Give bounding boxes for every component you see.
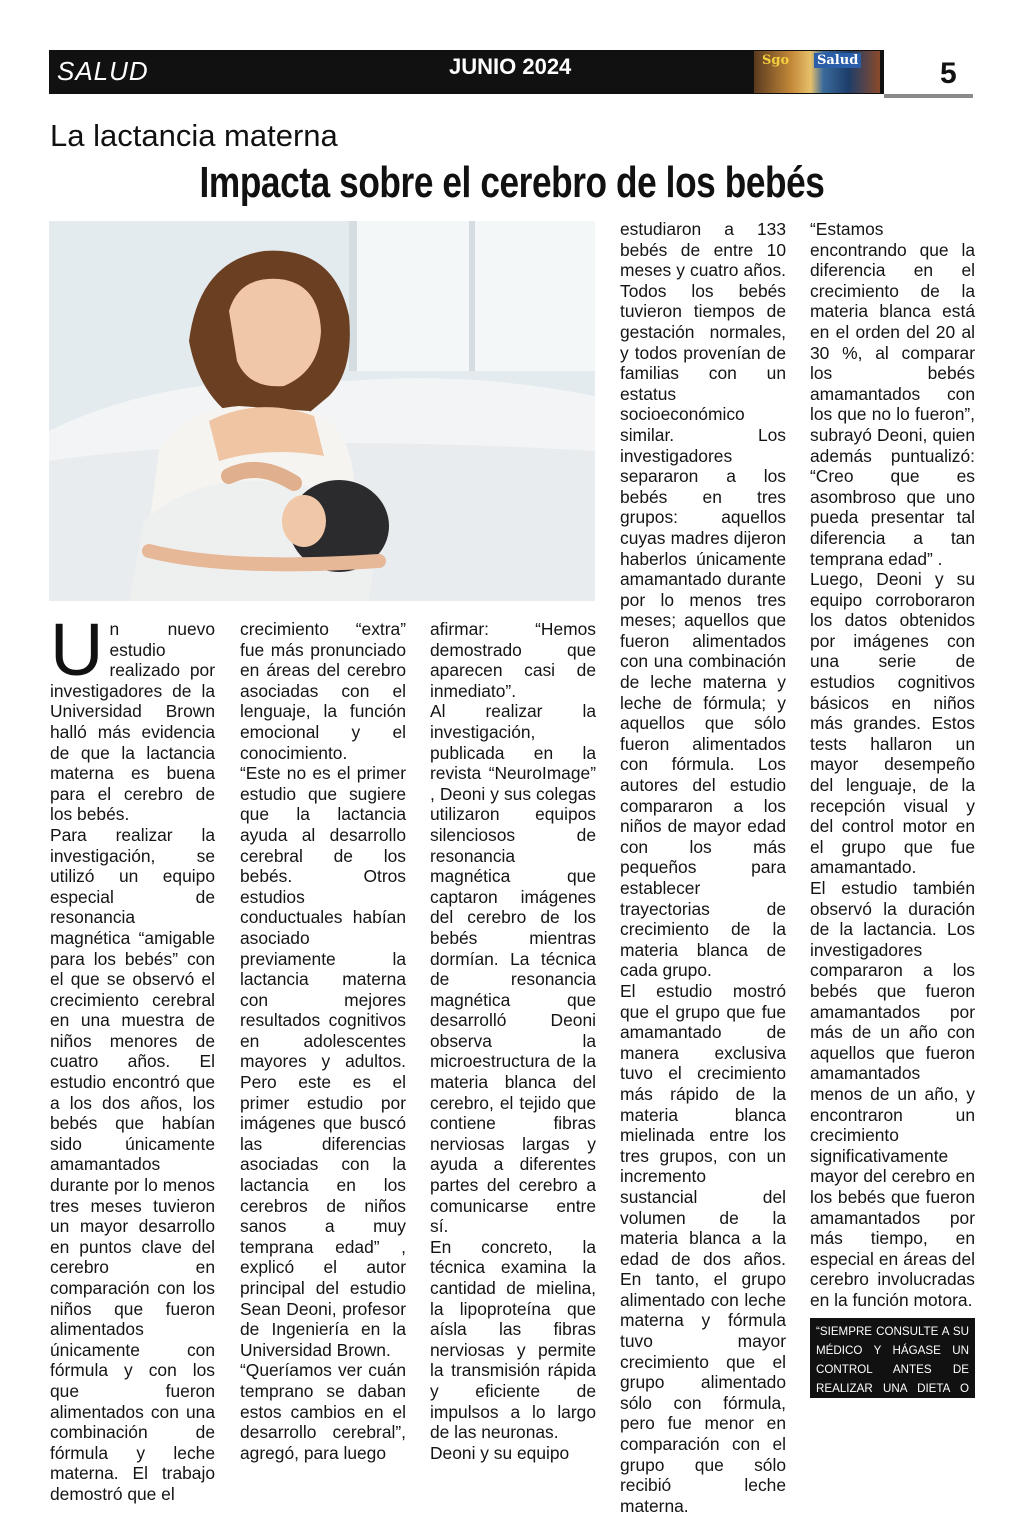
paragraph: crecimiento “extra” fue más pronunciado en áreas del cerebro asociadas con el lenguaje, la función emocional y el conocimiento. [240, 619, 406, 763]
paragraph: n nuevo estudio realizado por investigadores de la Universidad Brown halló más evidencia de que la lactancia materna es buena para el cerebro de los bebés. [50, 619, 215, 825]
paragraph: En concreto, la técnica examina la cantidad de mielina, la lipoproteína que aísla las fibras nerviosas y permite la transmisión rápida y eficiente de impulsos a lo largo de las neuronas. [430, 1236, 596, 1443]
mother-breastfeeding-photo [49, 221, 595, 601]
paragraph: Luego, Deoni y su equipo corroboraron los datos obtenidos por imágenes con una serie de estudios cognitivos básicos en niños más grandes. Estos tests hallaron un mayor desempeño del lenguaje, de la recepción visual y del control motor en el grupo que fue amamantado. [810, 569, 975, 878]
page-number-box [884, 50, 973, 94]
paragraph: El estudio mostró que el grupo que fue amamantado de manera exclusiva tuvo el crecimiento más rápido de la materia blanca mielinada entre los tres grupos, con un incremento sustancial del volumen de la materia blanca a la edad de dos años. En tanto, el grupo alimentado con leche materna y fórmula tuvo mayor crecimiento que el grupo alimentado sólo con fórmula, pero fue menor en comparación con el grupo que sólo recibió leche materna. [620, 980, 786, 1516]
article-column-2 [240, 619, 406, 1463]
paragraph: Deoni y su equipo [430, 1442, 570, 1463]
section-label: SALUD [57, 56, 149, 86]
logo-text-right: Salud [814, 53, 861, 68]
issue-date: JUNIO 2024 [449, 54, 572, 79]
page-number: 5 [940, 57, 957, 90]
article-headline: Impacta sobre el cerebro de los bebés [199, 158, 825, 207]
paragraph: “Queríamos ver cuán temprano se daban estos cambios en el desarrollo cerebral”, agregó, para luego [240, 1360, 406, 1463]
header-rule [884, 94, 973, 98]
logo-text-left: Sgo [762, 53, 790, 68]
paragraph: Para realizar la investigación, se utilizó un equipo especial de resonancia magnética “amigable para los bebés” con el que se observó el crecimiento cerebral en una muestra de niños menores de cuatro años. El estudio encontró que a los dos años, los bebés que habían sido únicamente amamantados durante por lo menos tres meses tuvieron un mayor desarrollo en puntos clave del cerebro en comparación con los niños que fueron alimentados únicamente con fórmula y con los que fueron alimentados con una combinación de fórmula y leche materna. El trabajo demostró que el [50, 824, 215, 1504]
article-column-5 [810, 219, 975, 1310]
paragraph: “Este no es el primer estudio que sugiere que la lactancia ayuda al desarrollo cerebral de los bebés. Otros estudios conductuales habían asociado previamente la lactancia materna con mejores resultados cognitivos en adolescentes mayores y adultos. Pero este es el primer estudio por imágenes que buscó las diferencias asociadas con la lactancia en los cerebros de niños sanos a muy temprana edad” , explicó el autor principal del estudio Sean Deoni, profesor de Ingeniería en la Universidad Brown. [240, 763, 406, 1360]
article-column-4 [620, 219, 786, 1516]
article-column-3 [430, 619, 596, 1463]
page-header-bar [49, 50, 973, 94]
drop-cap: U [50, 608, 104, 691]
paragraph: El estudio también observó la duración de la lactancia. Los investigadores compararon a los bebés que fueron amamantados por más de un año con aquellos que fueron amamantados menos de un año, y encontraron un crecimiento significativamente mayor del cerebro en los bebés que fueron amamantados por más tiempo, en especial en áreas del cerebro involucradas en la función motora. [810, 878, 975, 1310]
health-notice-box: “SIEMPRE CONSULTE A SU MÉDICO Y HÁGASE UN CONTROL ANTES DE REALIZAR UNA DIETA O ACTIVIDAD FÍSICA” [810, 1318, 975, 1398]
article-kicker: La lactancia materna [50, 118, 338, 153]
paragraph: afirmar: “Hemos demostrado que aparecen casi de inmediato”. [430, 619, 596, 701]
paragraph: estudiaron a 133 bebés de entre 10 meses y cuatro años. Todos los bebés tuvieron tiempos de gestación normales, y todos provenían de familias con un estatus socioeconómico similar. Los investigadores separaron a los bebés en tres grupos: aquellos cuyas madres dijeron haberlos únicamente amamantado durante por lo menos tres meses; aquellos que fueron alimentados con una combinación de leche materna y leche de fórmula; y aquellos que sólo fueron alimentados con fórmula. Los autores del estudio compararon a los niños de mayor edad con los más pequeños para establecer trayectorias de crecimiento de la materia blanca de cada grupo. [620, 219, 786, 981]
paragraph: “Estamos encontrando que la diferencia en el crecimiento de la materia blanca está en el orden del 20 al 30 %, al comparar los bebés amamantados con los que no lo fueron”, subrayó Deoni, quien además puntualizó: “Creo que es asombroso que uno pueda presentar tal diferencia a tan temprana edad” . [810, 219, 975, 569]
paragraph: Al realizar la investigación, publicada en la revista “NeuroImage” , Deoni y sus colegas utilizaron equipos silenciosos de resonancia magnética que captaron imágenes del cerebro de los bebés mientras dormían. La técnica de resonancia magnética que desarrolló Deoni observa la microestructura de la materia blanca del cerebro, el tejido que contiene fibras nerviosas largas y ayuda a diferentes partes del cerebro a comunicarse entre sí. [430, 701, 596, 1237]
publication-logo [754, 51, 880, 93]
article-column-1 [50, 608, 215, 1505]
